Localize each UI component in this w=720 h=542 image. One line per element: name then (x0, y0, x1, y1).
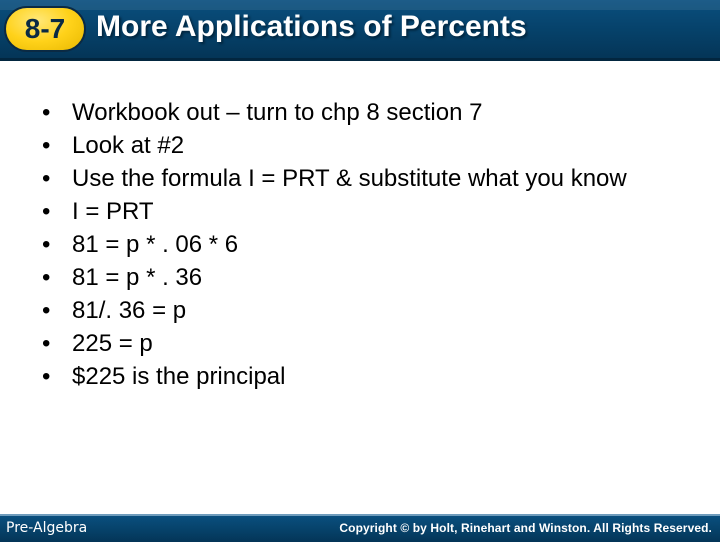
bullet-list (42, 96, 682, 393)
bullet-item (42, 228, 682, 261)
header-highlight (0, 0, 720, 10)
bullet-icon: • (42, 363, 51, 390)
bullet-icon: • (42, 231, 51, 258)
bullet-icon: • (42, 99, 51, 126)
bullet-icon: • (42, 330, 51, 357)
slide-header (0, 0, 720, 61)
bullet-text: 81 = p * . 36 (72, 264, 203, 291)
bullet-text: Use the formula I = PRT & substitute what you know (72, 165, 627, 192)
bullet-icon: • (42, 198, 51, 225)
bullet-text: $225 is the principal (72, 363, 286, 390)
bullet-item (42, 162, 682, 195)
bullet-text: 81/. 36 = p (72, 297, 187, 324)
bullet-icon: • (42, 264, 51, 291)
bullet-item (42, 129, 682, 162)
lesson-number: 8-7 (24, 13, 66, 44)
bullet-text: Look at #2 (72, 132, 185, 159)
lesson-number-badge (4, 6, 86, 52)
copyright-notice: Copyright © by Holt, Rinehart and Winston. All Rights Reserved. (339, 521, 712, 535)
bullet-item (42, 294, 682, 327)
bullet-icon: • (42, 165, 51, 192)
bullet-item (42, 327, 682, 360)
bullet-text: Workbook out – turn to chp 8 section 7 (72, 99, 483, 126)
bullet-text: I = PRT (72, 198, 154, 225)
bullet-item (42, 195, 682, 228)
bullet-item (42, 261, 682, 294)
slide-title: More Applications of Percents (96, 10, 527, 43)
bullet-icon: • (42, 297, 51, 324)
slide-footer (0, 514, 720, 542)
bullet-text: 81 = p * . 06 * 6 (72, 231, 239, 258)
course-name: Pre-Algebra (6, 520, 88, 536)
bullet-text: 225 = p (72, 330, 153, 357)
bullet-icon: • (42, 132, 51, 159)
bullet-item (42, 96, 682, 129)
bullet-item (42, 360, 682, 393)
